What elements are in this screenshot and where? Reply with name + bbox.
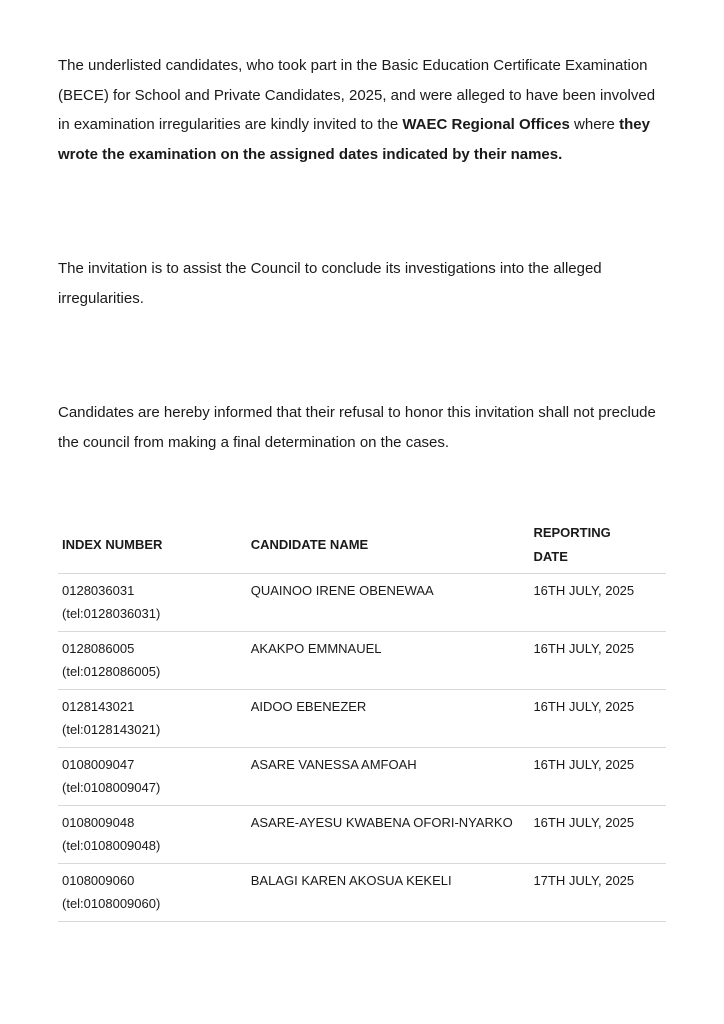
- invitation-paragraph: The invitation is to assist the Council to conclude its investigations into the alleged irregularities.: [58, 260, 602, 307]
- intro-text-1: The underlisted candidates, who took part in the Basic Education Certificate Examination (BECE) for School and Private Candidates, 2025, and were alleged to have been involved in examination irregularities are kindly invited to the: [58, 57, 656, 133]
- index-number: 0128143021: [62, 699, 135, 714]
- index-number-cell: [58, 748, 247, 806]
- candidate-name-cell: AKAKPO EMMNAUEL: [247, 632, 530, 690]
- table-body: [58, 574, 666, 922]
- refusal-paragraph: Candidates are hereby informed that their refusal to honor this invitation shall not preclude the council from making a final determination on the cases.: [58, 404, 656, 451]
- candidate-name-cell: ASARE VANESSA AMFOAH: [247, 748, 530, 806]
- intro-paragraph: [58, 51, 658, 169]
- tel-link[interactable]: (tel:0128036031): [62, 606, 161, 621]
- candidate-name-cell: ASARE-AYESU KWABENA OFORI-NYARKO: [247, 806, 530, 864]
- table-row: [58, 632, 666, 690]
- index-number: 0128036031: [62, 583, 135, 598]
- waec-offices-bold: WAEC Regional Offices: [402, 116, 570, 133]
- index-number-cell: [58, 632, 247, 690]
- tel-link[interactable]: (tel:0108009047): [62, 780, 161, 795]
- candidate-name-cell: QUAINOO IRENE OBENEWAA: [247, 574, 530, 632]
- header-index-number: INDEX NUMBER: [58, 517, 247, 574]
- index-number-cell: [58, 864, 247, 922]
- reporting-date-cell: 16TH JULY, 2025: [529, 574, 666, 632]
- candidates-table: [58, 517, 666, 922]
- index-number-cell: [58, 690, 247, 748]
- index-number-cell: [58, 574, 247, 632]
- table-header-row: [58, 517, 666, 574]
- candidate-name-cell: AIDOO EBENEZER: [247, 690, 530, 748]
- header-candidate-name: CANDIDATE NAME: [247, 517, 530, 574]
- index-number: 0128086005: [62, 641, 135, 656]
- reporting-date-cell: 16TH JULY, 2025: [529, 748, 666, 806]
- tel-link[interactable]: (tel:0128143021): [62, 722, 161, 737]
- table-row: [58, 806, 666, 864]
- reporting-date-cell: 17TH JULY, 2025: [529, 864, 666, 922]
- table-row: [58, 748, 666, 806]
- reporting-date-cell: 16TH JULY, 2025: [529, 690, 666, 748]
- table-row: [58, 864, 666, 922]
- reporting-date-cell: 16TH JULY, 2025: [529, 806, 666, 864]
- index-number: 0108009047: [62, 757, 135, 772]
- intro-text-2: where: [569, 116, 620, 133]
- index-number: 0108009060: [62, 873, 135, 888]
- header-reporting-date: [529, 517, 666, 574]
- candidate-name-cell: BALAGI KAREN AKOSUA KEKELI: [247, 864, 530, 922]
- index-number: 0108009048: [62, 815, 135, 830]
- reporting-date-cell: 16TH JULY, 2025: [529, 632, 666, 690]
- header-reporting-date-line2: DATE: [533, 549, 568, 564]
- notice-document: [58, 51, 668, 911]
- table-row: [58, 574, 666, 632]
- tel-link[interactable]: (tel:0108009048): [62, 838, 161, 853]
- tel-link[interactable]: (tel:0128086005): [62, 664, 161, 679]
- index-number-cell: [58, 806, 247, 864]
- tel-link[interactable]: (tel:0108009060): [62, 896, 161, 911]
- header-reporting-date-line1: REPORTING: [533, 525, 611, 540]
- table-row: [58, 690, 666, 748]
- assigned-dates-bold: they wrote the examination on the assigned dates indicated by their names.: [58, 116, 650, 163]
